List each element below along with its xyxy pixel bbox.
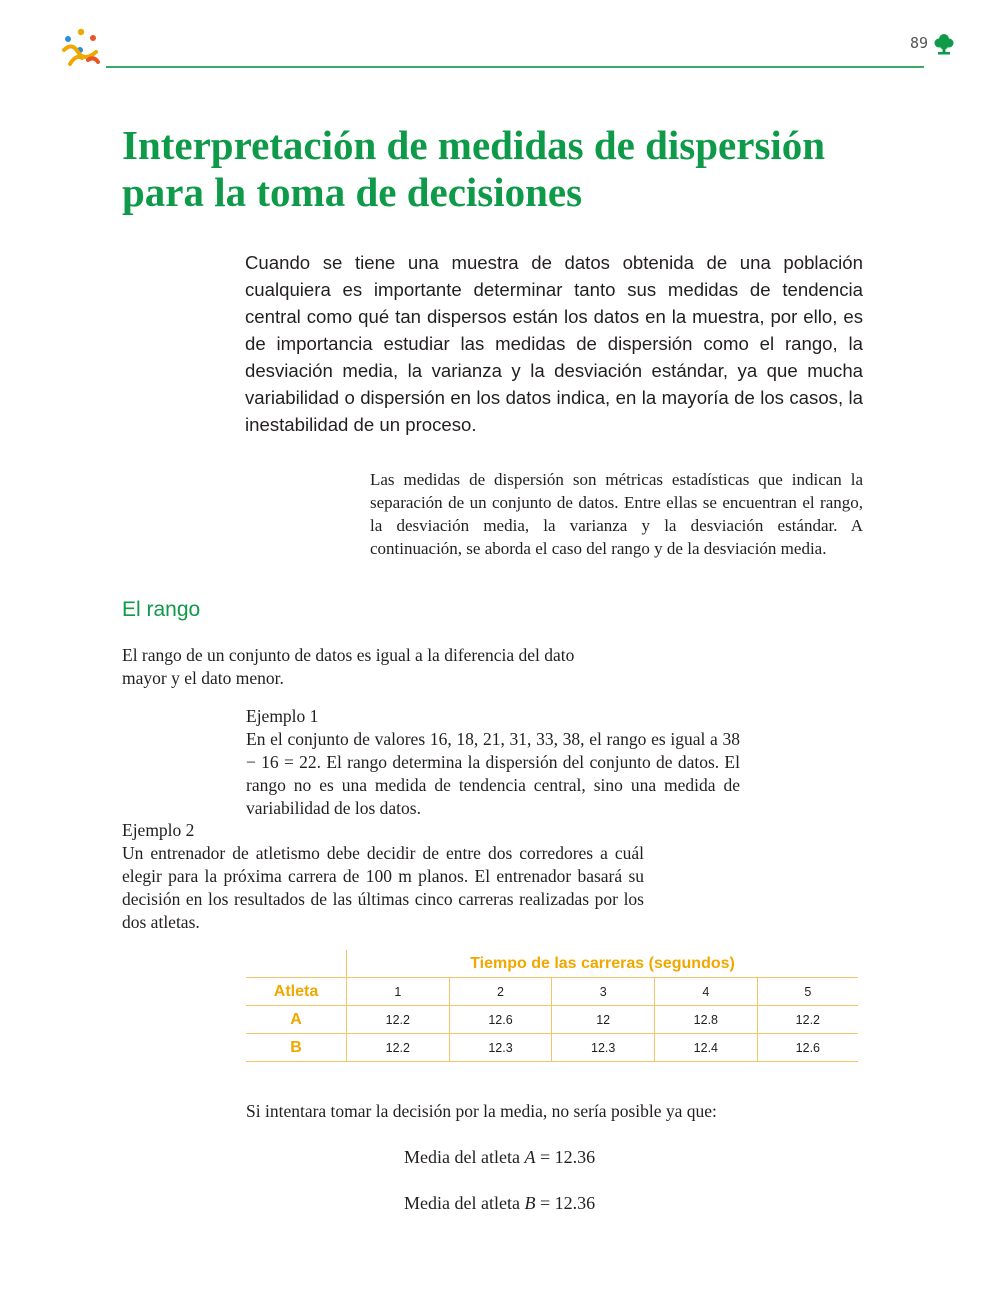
table-cell: 12 — [552, 1006, 655, 1034]
race-header: 3 — [552, 978, 655, 1006]
example2-text: Un entrenador de atletismo debe decidir de entre dos corredores a cuál elegir para la próxima carrera de 100 m planos. El entrenador basará su decisión en los resultados de las últimas cinco carreras realizadas por los dos atletas. — [122, 843, 644, 932]
table-cell: 12.2 — [347, 1006, 450, 1034]
table-cell: 12.3 — [552, 1034, 655, 1062]
athlete-header: Atleta — [246, 978, 347, 1006]
decision-text: Si intentara tomar la decisión por la media, no sería posible ya que: — [246, 1101, 717, 1121]
mean-a-value: = 12.36 — [535, 1147, 596, 1167]
table-group-header-row — [246, 950, 858, 978]
race-times-table — [246, 950, 858, 1062]
mean-a-label: Media del atleta — [404, 1147, 525, 1167]
table-group-header: Tiempo de las carreras (segundos) — [347, 950, 859, 978]
example1-title: Ejemplo 1 — [246, 706, 319, 726]
table-row — [246, 1034, 858, 1062]
athlete-label: B — [246, 1034, 347, 1062]
race-header: 5 — [757, 978, 858, 1006]
intro-paragraph: Cuando se tiene una muestra de datos obtenida de una población cualquiera es importante determinar tanto sus medidas de tendencia central como qué tan dispersos están los datos en la muestra, por ello, es de importancia estudiar las medidas de dispersión como el rango, la desviación media, la varianza y la desviación estándar, ya que mucha variabilidad o dispersión en los datos indica, en la mayoría de los casos, la inestabilidad de un proceso. — [245, 252, 863, 435]
example1-text: En el conjunto de valores 16, 18, 21, 31, 33, 38, el rango es igual a 38 − 16 = 22. El rango determina la dispersión del conjunto de datos. El rango no es una medida de tendencia central, sino una medida de variabilidad de los datos. — [246, 729, 740, 818]
mean-athlete-b — [404, 1193, 595, 1214]
mean-a-var: A — [524, 1147, 536, 1167]
table-cell: 12.4 — [655, 1034, 758, 1062]
mean-b-label: Media del atleta — [404, 1193, 525, 1213]
race-header: 1 — [347, 978, 450, 1006]
table-corner — [246, 950, 347, 978]
table-cell: 12.2 — [757, 1006, 858, 1034]
table-cell: 12.6 — [757, 1034, 858, 1062]
logo-icon — [58, 26, 104, 70]
page-number: 89 — [909, 34, 928, 52]
range-definition: El rango de un conjunto de datos es igual a la diferencia del dato mayor y el dato menor. — [122, 645, 575, 688]
header-rule — [106, 66, 924, 68]
mean-b-value: = 12.36 — [535, 1193, 596, 1213]
table-cell: 12.2 — [347, 1034, 450, 1062]
example2-title: Ejemplo 2 — [122, 820, 195, 840]
race-header: 2 — [449, 978, 552, 1006]
page-title-line2: para la toma de decisiones — [122, 169, 583, 215]
tree-icon — [933, 32, 955, 56]
section-title: El rango — [122, 598, 201, 621]
table-cell: 12.8 — [655, 1006, 758, 1034]
table-cell: 12.6 — [449, 1006, 552, 1034]
mean-b-var: B — [524, 1193, 536, 1213]
athlete-label: A — [246, 1006, 347, 1034]
table-header-row — [246, 978, 858, 1006]
mean-athlete-a — [404, 1147, 595, 1168]
page-title-line1: Interpretación de medidas de dispersión — [122, 122, 826, 168]
table-cell: 12.3 — [449, 1034, 552, 1062]
definition-note: Las medidas de dispersión son métricas estadísticas que indican la separación de un conjunto de datos. Entre ellas se encuentran el rango, la desviación media, la varianza y la desviación estándar. A continuación, se aborda el caso del rango y de la desviación media. — [370, 470, 863, 558]
race-header: 4 — [655, 978, 758, 1006]
page-title — [122, 122, 882, 216]
table-row — [246, 1006, 858, 1034]
